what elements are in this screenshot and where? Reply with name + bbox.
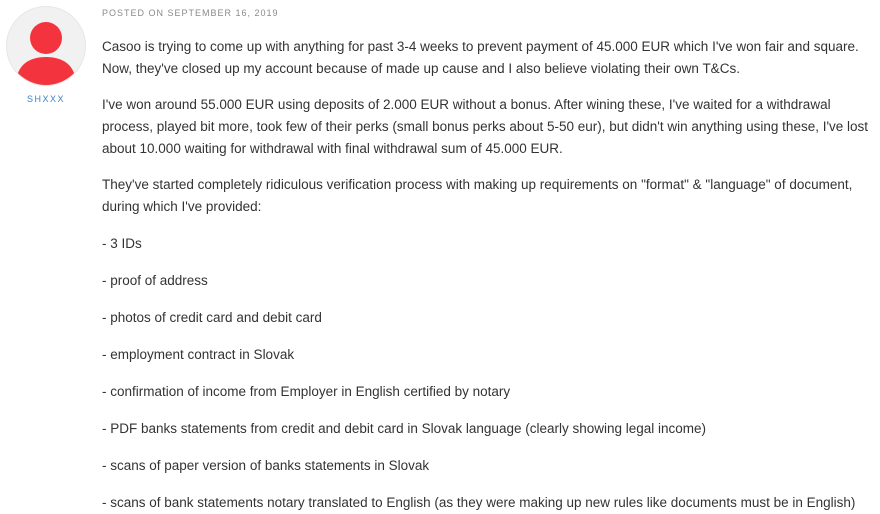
user-silhouette-icon <box>7 7 85 85</box>
post-date: POSTED ON SEPTEMBER 16, 2019 <box>102 8 279 18</box>
list-item: - 3 IDs <box>102 236 142 251</box>
list-item: - PDF banks statements from credit and debit card in Slovak language (clearly showing legal income) <box>102 421 707 436</box>
list-item: - scans of paper version of banks statements in Slovak <box>102 458 430 473</box>
author-name[interactable]: SHXXX <box>26 94 65 104</box>
author-block <box>6 6 86 104</box>
post-body <box>102 36 872 514</box>
list-item: - confirmation of income from Employer in English certified by notary <box>102 384 511 399</box>
list-item: - scans of bank statements notary translated to English (as they were making up new rules like documents must be in English) <box>102 495 856 510</box>
list-item: - photos of credit card and debit card <box>102 310 322 325</box>
post <box>102 0 872 514</box>
post-paragraph: Casoo is trying to come up with anything for past 3-4 weeks to prevent payment of 45.000 EUR which I've won fair and square. Now, they've closed up my account because of made up cause and I also believe violating their own T&Cs. <box>102 39 859 76</box>
avatar[interactable] <box>6 6 86 86</box>
list-item: - employment contract in Slovak <box>102 347 295 362</box>
post-paragraph: I've won around 55.000 EUR using deposits of 2.000 EUR without a bonus. After wining these, I've waited for a withdrawal process, played bit more, took few of their perks (small bonus perks about 5-50 eur), but didn't win anything using these, I've lost about 10.000 waiting for withdrawal with final withdrawal sum of 45.000 EUR. <box>102 97 869 156</box>
post-paragraph: They've started completely ridiculous verification process with making up requirements on "format" & "language" of document, during which I've provided: <box>102 177 853 214</box>
list-item: - proof of address <box>102 273 208 288</box>
